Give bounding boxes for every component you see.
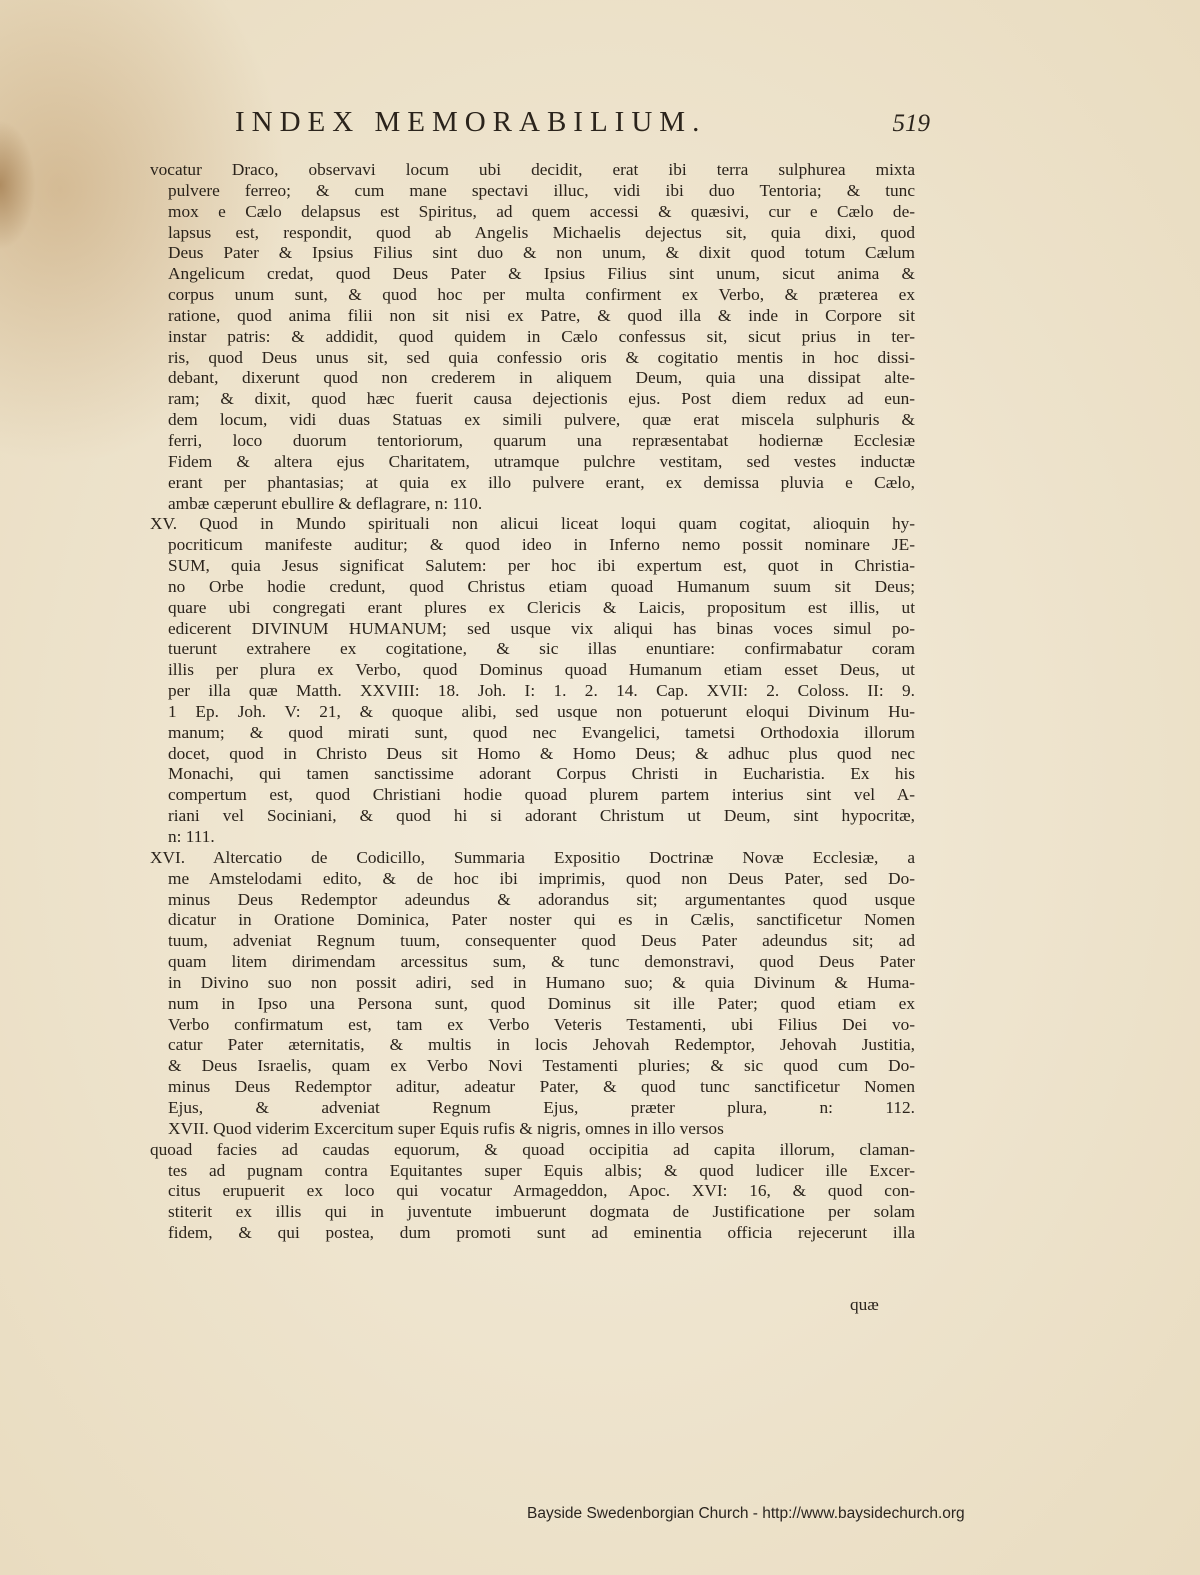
- text-line: catur Pater æternitatis, & multis in locis Jehovah Redemptor, Jehovah Justitia,: [168, 1035, 915, 1055]
- page-stain: [0, 120, 36, 250]
- text-line: docet, quod in Christo Deus sit Homo & Homo Deus; & adhuc plus quod nec: [168, 743, 915, 763]
- text-line: Deus Pater & Ipsius Filius sint duo & non unum, & dixit quod totum Cælum: [168, 243, 915, 263]
- text-line: ferri, loco duorum tentoriorum, quarum una repræsentabat hodiernæ Ecclesiæ: [168, 430, 915, 450]
- text-line: lapsus est, respondit, quod ab Angelis Michaelis dejectus sit, quia dixi, quod: [168, 222, 915, 242]
- footer-credit: Bayside Swedenborgian Church - http://www.baysidechurch.org: [527, 1505, 965, 1522]
- text-line: tes ad pugnam contra Equitantes super Equis albis; & quod ludicer ille Excer-: [168, 1160, 915, 1180]
- text-line: vocatur Draco, observavi locum ubi decidit, erat ibi terra sulphurea mixta: [150, 160, 915, 179]
- text-line: ambæ cæperunt ebullire & deflagrare, n: 110.: [168, 493, 483, 513]
- text-line: 1 Ep. Joh. V: 21, & quoque alibi, sed usque non potuerunt eloqui Divinum Hu-: [168, 701, 915, 721]
- text-line: XVI. Altercatio de Codicillo, Summaria Expositio Doctrinæ Novæ Ecclesiæ, a: [150, 847, 915, 867]
- text-line: Verbo confirmatum est, tam ex Verbo Veteris Testamenti, ubi Filius Dei vo-: [168, 1014, 915, 1034]
- text-line: Fidem & altera ejus Charitatem, utramque pulchre vestitam, sed vestes inductæ: [168, 451, 915, 471]
- text-line: stiterit ex illis qui in juventute imbuerunt dogmata de Justificatione per solam: [168, 1202, 915, 1222]
- text-line: no Orbe hodie credunt, quod Christus etiam quoad Humanum suum sit Deus;: [168, 576, 915, 596]
- text-line: edicerent DIVINUM HUMANUM; sed usque vix aliqui has binas voces simul po-: [168, 618, 915, 638]
- text-line: ratione, quod anima filii non sit nisi ex Patre, & quod illa & inde in Corpore sit: [168, 305, 915, 325]
- text-line: tuum, adveniat Regnum tuum, consequenter quod Deus Pater adeundus sit; ad: [168, 931, 915, 951]
- text-line: SUM, quia Jesus significat Salutem: per hoc ibi expertum est, quot in Christia-: [168, 556, 915, 576]
- text-line: minus Deus Redemptor aditur, adeatur Pater, & quod tunc sanctificetur Nomen: [168, 1077, 915, 1097]
- text-line: Ejus, & adveniat Regnum Ejus, præter plura, n: 112.: [168, 1097, 915, 1117]
- running-head: [230, 106, 930, 139]
- text-line: & Deus Israelis, quam ex Verbo Novi Testamenti pluries; & sic quod cum Do-: [168, 1056, 915, 1076]
- text-line: XV. Quod in Mundo spirituali non alicui liceat loqui quam cogitat, alioquin hy-: [150, 514, 915, 534]
- body-text: [150, 160, 915, 1244]
- text-line: quare ubi congregati erant plures ex Clericis & Laicis, propositum est illis, ut: [168, 597, 915, 617]
- text-line: in Divino suo non possit adiri, sed in Humano suo; & quia Divinum & Huma-: [168, 972, 915, 992]
- text-line: tuerunt extrahere ex cogitatione, & sic illas enuntiare: confirmabatur coram: [168, 639, 915, 659]
- text-line: corpus unum sunt, & quod hoc per multa confirment ex Verbo, & præterea ex: [168, 285, 915, 305]
- text-line: me Amstelodami edito, & de hoc ibi imprimis, quod non Deus Pater, sed Do-: [168, 868, 915, 888]
- text-line: compertum est, quod Christiani hodie quoad plurem partem interius sint vel A-: [168, 785, 915, 805]
- text-line: dem locum, vidi duas Statuas ex simili pulvere, quæ erat miscela sulphuris &: [168, 410, 915, 430]
- text-line: debant, dixerunt quod non crederem in aliquem Deum, quia una dissipat alte-: [168, 368, 915, 388]
- page-title: INDEX MEMORABILIUM.: [235, 106, 707, 138]
- text-line: manum; & quod mirati sunt, quod nec Evangelici, tametsi Orthodoxia illorum: [168, 722, 915, 742]
- text-line: Angelicum credat, quod Deus Pater & Ipsius Filius sint unum, sicut anima &: [168, 264, 915, 284]
- text-line: XVII. Quod viderim Excercitum super Equis rufis & nigris, omnes in illo versos: [168, 1118, 724, 1138]
- text-line: pocriticum manifeste auditur; & quod ideo in Inferno nemo possit nominare JE-: [168, 535, 915, 555]
- text-line: ris, quod Deus unus sit, sed quia confessio oris & cogitatio mentis in hoc dissi-: [168, 347, 915, 367]
- text-line: quoad facies ad caudas equorum, & quoad occipitia ad capita illorum, claman-: [150, 1139, 915, 1159]
- text-line: num in Ipso una Persona sunt, quod Dominus sit ille Pater; quod etiam ex: [168, 993, 915, 1013]
- text-line: per illa quæ Matth. XXVIII: 18. Joh. I: 1. 2. 14. Cap. XVII: 2. Coloss. II: 9.: [168, 681, 915, 701]
- text-line: n: 111.: [168, 827, 215, 846]
- text-line: illis per plura ex Verbo, quod Dominus quoad Humanum etiam esset Deus, ut: [168, 660, 915, 680]
- text-line: minus Deus Redemptor adeundus & adorandus sit; argumentantes quod usque: [168, 889, 915, 909]
- text-line: dicatur in Oratione Dominica, Pater noster qui es in Cælis, sanctificetur Nomen: [168, 910, 915, 930]
- page-number: 519: [892, 110, 930, 137]
- text-line: citus erupuerit ex loco qui vocatur Armageddon, Apoc. XVI: 16, & quod con-: [168, 1181, 915, 1201]
- text-line: instar patris: & addidit, quod quidem in Cælo confessus sit, sicut prius in ter-: [168, 326, 915, 346]
- catchword: quæ: [850, 1295, 879, 1314]
- text-line: fidem, & qui postea, dum promoti sunt ad eminentia officia rejecerunt illa: [168, 1223, 915, 1243]
- text-line: pulvere ferreo; & cum mane spectavi illuc, vidi ibi duo Tentoria; & tunc: [168, 180, 915, 200]
- text-line: riani vel Sociniani, & quod hi si adorant Christum ut Deum, sint hypocritæ,: [168, 806, 915, 826]
- text-line: ram; & dixit, quod hæc fuerit causa dejectionis ejus. Post diem redux ad eun-: [168, 389, 915, 409]
- text-line: Monachi, qui tamen sanctissime adorant Corpus Christi in Eucharistia. Ex his: [168, 764, 915, 784]
- text-line: quam litem dirimendam arcessitus sum, & tunc demonstravi, quod Deus Pater: [168, 952, 915, 972]
- text-line: mox e Cælo delapsus est Spiritus, ad quem accessi & quæsivi, cur e Cælo de-: [168, 201, 915, 221]
- text-line: erant per phantasias; at quia ex illo pulvere erant, ex demissa pluvia e Cælo,: [168, 472, 915, 492]
